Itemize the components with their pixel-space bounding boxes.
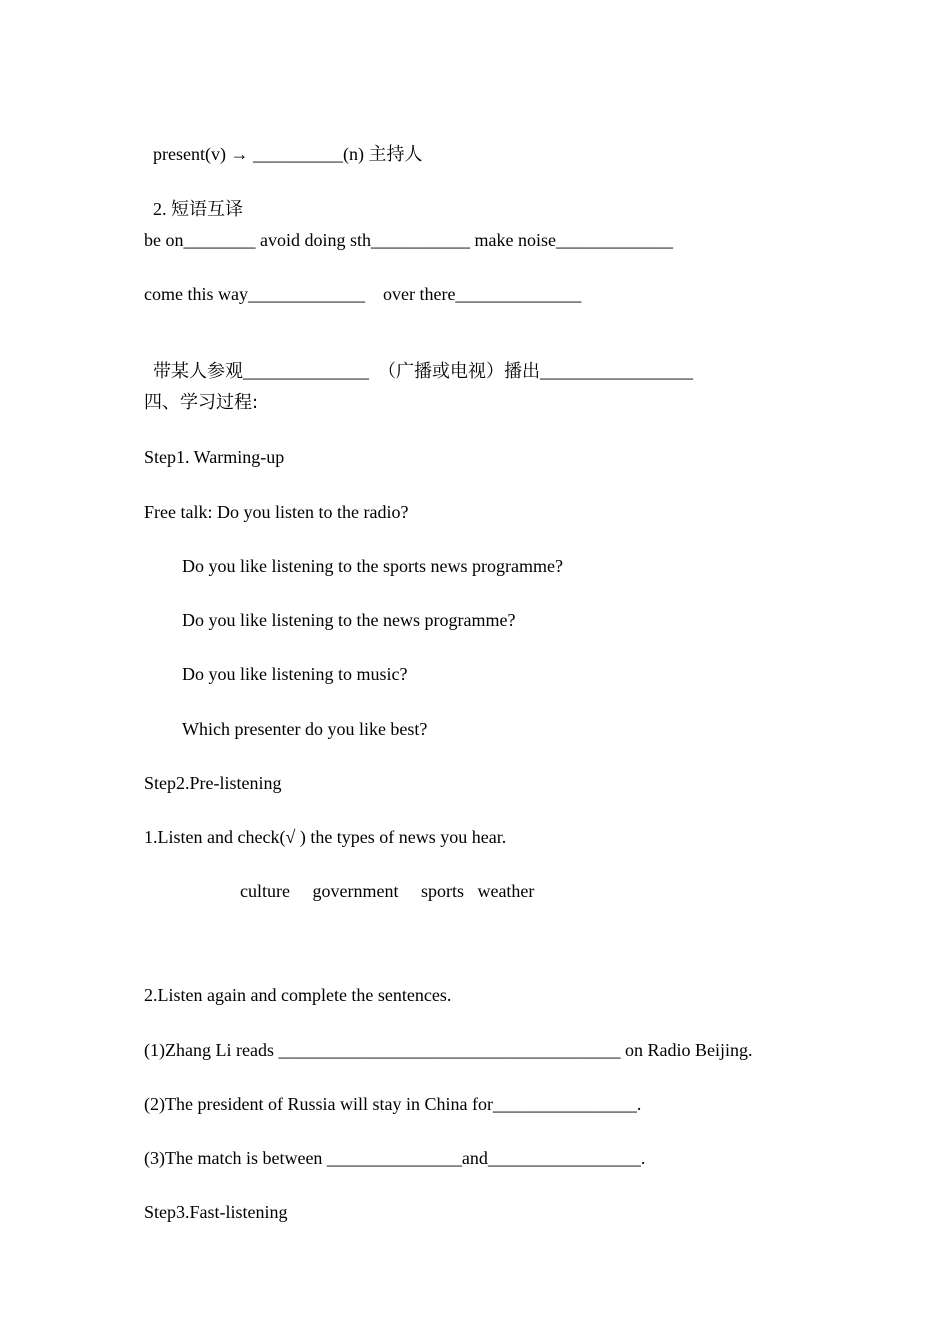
step1-title: Step1. Warming-up (144, 447, 285, 467)
question-item: Do you like listening to music? (182, 664, 408, 684)
step2-title: Step2.Pre-listening (144, 773, 282, 793)
question-item: Do you like listening to the sports news programme? (182, 556, 563, 576)
phrase-gap (369, 361, 378, 381)
news-type-options[interactable]: culture government sports weather (240, 881, 535, 901)
vocab-line-present (144, 121, 422, 166)
phrase-blank-show-around[interactable]: ______________ (243, 361, 369, 381)
phrase-cn-be-on: （广播或电视）播出 (378, 361, 540, 382)
section-4-heading: 四、学习过程: (144, 392, 259, 413)
task2-instruction: 2.Listen again and complete the sentences. (144, 985, 452, 1005)
task1-instruction: 1.Listen and check(√ ) the types of news you hear. (144, 827, 507, 847)
section-2-number: 2. (153, 199, 171, 219)
vocab-prefix: present(v) → (153, 144, 253, 164)
question-item: Which presenter do you like best? (182, 719, 428, 739)
sentence-item[interactable]: (1)Zhang Li reads ______________________________________ on Radio Beijing. (144, 1040, 753, 1060)
phrase-row-2[interactable]: come this way_____________ over there______________ (144, 284, 582, 304)
step3-title: Step3.Fast-listening (144, 1202, 288, 1222)
section-2-title: 短语互译 (171, 199, 243, 220)
sentence-item[interactable]: (3)The match is between _______________and_________________. (144, 1148, 646, 1168)
vocab-blank[interactable]: __________ (252, 144, 343, 164)
vocab-suffix: (n) (342, 144, 369, 164)
free-talk-line: Free talk: Do you listen to the radio? (144, 502, 409, 522)
question-item: Do you like listening to the news programme? (182, 610, 516, 630)
phrase-blank-be-on[interactable]: _________________ (540, 361, 693, 381)
sentence-item[interactable]: (2)The president of Russia will stay in China for________________. (144, 1094, 642, 1114)
section-2-heading (144, 176, 243, 221)
vocab-meaning: 主持人 (368, 144, 423, 165)
phrase-cn-show-around: 带某人参观 (153, 361, 243, 382)
phrase-row-3 (144, 338, 693, 383)
phrase-row-1[interactable]: be on________ avoid doing sth___________ make noise_____________ (144, 230, 673, 250)
